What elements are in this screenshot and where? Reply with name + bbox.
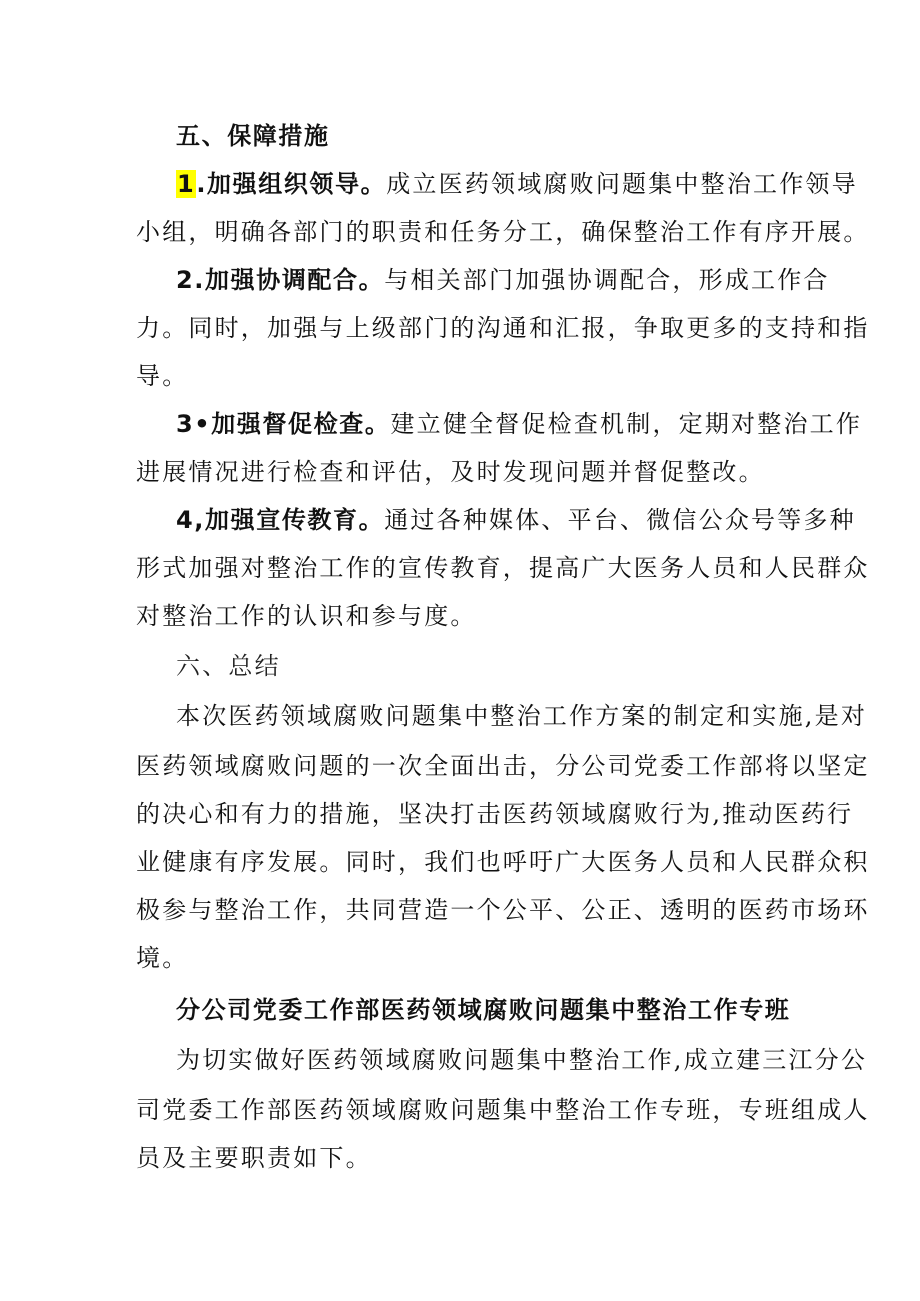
- item1-line2: 小组，明确各部门的职责和任务分工，确保整治工作有序开展。: [136, 218, 870, 246]
- item2-heading: 2.加强协调配合。: [176, 266, 385, 294]
- summary-line5: 极参与整治工作，共同营造一个公平、公正、透明的医药市场环: [136, 896, 870, 924]
- task-force-title: 分公司党委工作部医药领域腐败问题集中整治工作专班: [176, 996, 791, 1024]
- item4-line1: [176, 504, 856, 536]
- item2-line2: 力。同时，加强与上级部门的沟通和汇报，争取更多的支持和指: [136, 314, 870, 342]
- item2-line3: 导。: [136, 362, 189, 390]
- section5-heading: 五、保障措施: [176, 122, 330, 150]
- summary-line2: 医药领域腐败问题的一次全面出击，分公司党委工作部将以坚定: [136, 752, 870, 780]
- item1-heading: .加强组织领导。: [196, 170, 387, 198]
- item3-heading: 3•加强督促检查。: [176, 410, 391, 438]
- item2-body: 与相关部门加强协调配合，形成工作合: [384, 266, 830, 294]
- summary-line4: 业健康有序发展。同时，我们也呼吁广大医务人员和人民群众积: [136, 848, 870, 876]
- section6-heading: 六、总结: [176, 652, 281, 680]
- summary-line1: 本次医药领域腐败问题集中整治工作方案的制定和实施,是对: [176, 702, 868, 730]
- item3-line2: 进展情况进行检查和评估，及时发现问题并督促整改。: [136, 458, 765, 486]
- item1-body: 成立医药领域腐败问题集中整治工作领导: [386, 170, 858, 198]
- item1-line1: [176, 168, 858, 200]
- item3-body: 建立健全督促检查机制，定期对整治工作: [390, 410, 863, 438]
- highlighted-number: 1: [177, 170, 196, 198]
- summary-line3: 的决心和有力的措施，坚决打击医药领域腐败行为,推动医药行: [136, 800, 854, 828]
- item4-line2: 形式加强对整治工作的宣传教育，提高广大医务人员和人民群众: [136, 554, 870, 582]
- item4-body: 通过各种媒体、平台、微信公众号等多种: [384, 506, 856, 534]
- task-force-line2: 司党委工作部医药领域腐败问题集中整治工作专班，专班组成人: [136, 1096, 870, 1124]
- item2-line1: [176, 264, 830, 296]
- item4-line3: 对整治工作的认识和参与度。: [136, 602, 477, 630]
- summary-line6: 境。: [136, 944, 189, 972]
- task-force-line3: 员及主要职责如下。: [136, 1144, 372, 1172]
- task-force-line1: 为切实做好医药领域腐败问题集中整治工作,成立建三江分公: [176, 1046, 868, 1074]
- item3-line1: [176, 408, 862, 440]
- item4-heading: 4,加强宣传教育。: [176, 506, 385, 534]
